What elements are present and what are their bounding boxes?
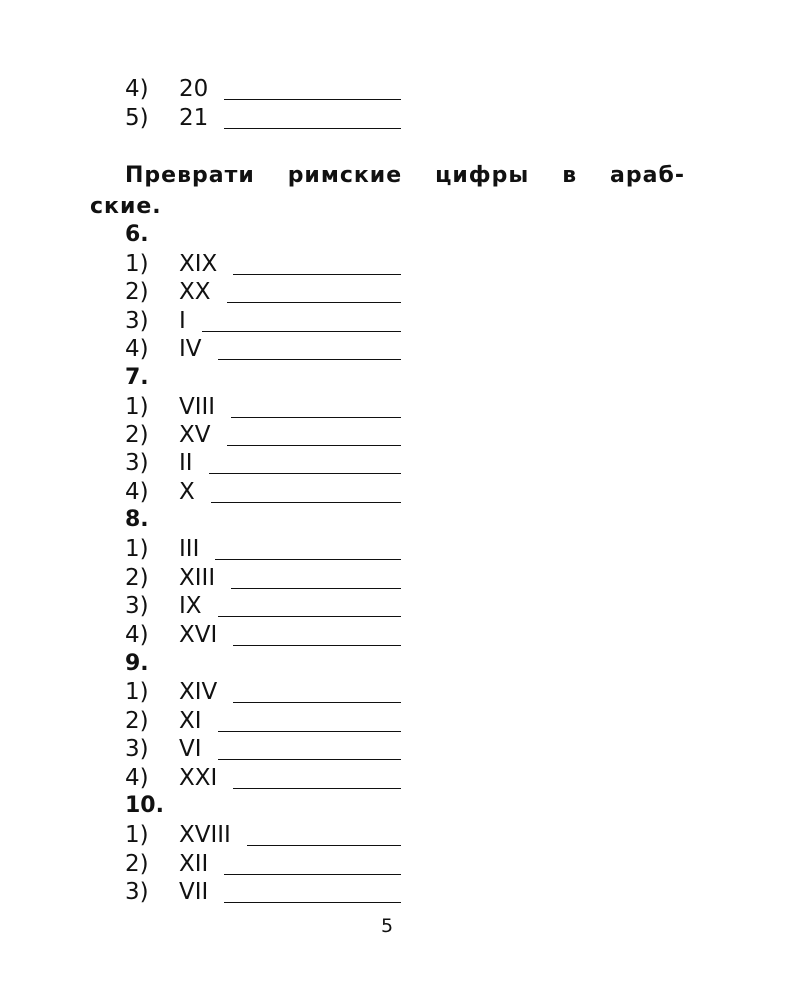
- roman-numeral: XI: [179, 708, 202, 734]
- list-item: [125, 449, 401, 477]
- answer-blank[interactable]: [215, 559, 401, 560]
- roman-numeral: XVI: [179, 622, 218, 648]
- item-number: 1): [125, 536, 149, 562]
- list-item: [125, 592, 401, 620]
- list-item: [125, 393, 401, 421]
- roman-numeral: II: [179, 450, 193, 476]
- exercise-number: 10.: [125, 793, 164, 818]
- exercise-number: 9.: [125, 651, 149, 676]
- list-item: [125, 104, 401, 132]
- instruction-text: [90, 160, 685, 222]
- roman-numeral: XX: [179, 279, 211, 305]
- answer-blank[interactable]: [218, 359, 401, 360]
- list-item: [125, 735, 401, 763]
- roman-numeral: XV: [179, 422, 211, 448]
- item-number: 3): [125, 450, 149, 476]
- roman-numeral: XIV: [179, 679, 218, 705]
- instruction-word: римские: [287, 163, 403, 188]
- answer-blank[interactable]: [233, 702, 401, 703]
- list-item: [125, 764, 401, 792]
- item-number: 2): [125, 708, 149, 734]
- item-number: 1): [125, 679, 149, 705]
- item-number: 1): [125, 251, 149, 277]
- item-number: 1): [125, 822, 149, 848]
- exercise-number: 8.: [125, 507, 149, 532]
- page-number: 5: [380, 915, 394, 937]
- list-item: [125, 421, 401, 449]
- answer-blank[interactable]: [224, 99, 401, 100]
- answer-blank[interactable]: [247, 845, 401, 846]
- item-number: 3): [125, 736, 149, 762]
- list-item: [125, 307, 401, 335]
- instruction-word: цифры: [435, 163, 530, 188]
- list-item: [125, 250, 401, 278]
- roman-numeral: XXI: [179, 765, 218, 791]
- answer-blank[interactable]: [218, 731, 401, 732]
- list-item: [125, 278, 401, 306]
- list-item: [125, 678, 401, 706]
- answer-blank[interactable]: [224, 902, 401, 903]
- roman-numeral: VII: [179, 879, 209, 905]
- item-number: 5): [125, 105, 149, 131]
- item-number: 4): [125, 336, 149, 362]
- answer-blank[interactable]: [202, 331, 401, 332]
- roman-numeral: XIII: [179, 565, 216, 591]
- item-value: 20: [179, 76, 209, 102]
- answer-blank[interactable]: [224, 874, 401, 875]
- item-number: 4): [125, 622, 149, 648]
- answer-blank[interactable]: [209, 473, 401, 474]
- list-item: [125, 478, 401, 506]
- roman-numeral: XII: [179, 851, 209, 877]
- list-item: [125, 850, 401, 878]
- item-number: 4): [125, 765, 149, 791]
- item-number: 3): [125, 879, 149, 905]
- answer-blank[interactable]: [224, 128, 401, 129]
- instruction-word: в: [562, 163, 578, 188]
- list-item: [125, 821, 401, 849]
- item-number: 2): [125, 851, 149, 877]
- roman-numeral: VIII: [179, 394, 216, 420]
- instruction-line-2: ские.: [90, 194, 162, 219]
- item-number: 3): [125, 593, 149, 619]
- answer-blank[interactable]: [218, 616, 401, 617]
- answer-blank[interactable]: [233, 645, 401, 646]
- instruction-line-1: [90, 160, 685, 191]
- answer-blank[interactable]: [211, 502, 401, 503]
- item-number: 4): [125, 479, 149, 505]
- roman-numeral: IV: [179, 336, 202, 362]
- roman-numeral: X: [179, 479, 195, 505]
- answer-blank[interactable]: [233, 274, 401, 275]
- roman-numeral: III: [179, 536, 200, 562]
- item-number: 2): [125, 279, 149, 305]
- roman-numeral: I: [179, 308, 186, 334]
- answer-blank[interactable]: [218, 759, 401, 760]
- exercise-number: 6.: [125, 222, 149, 247]
- roman-numeral: XVIII: [179, 822, 231, 848]
- item-number: 2): [125, 422, 149, 448]
- answer-blank[interactable]: [231, 588, 401, 589]
- instruction-word: араб-: [610, 163, 685, 188]
- list-item: [125, 878, 401, 906]
- list-item: [125, 707, 401, 735]
- answer-blank[interactable]: [227, 445, 402, 446]
- exercise-number: 7.: [125, 365, 149, 390]
- answer-blank[interactable]: [231, 417, 401, 418]
- answer-blank[interactable]: [227, 302, 401, 303]
- list-item: [125, 335, 401, 363]
- item-number: 3): [125, 308, 149, 334]
- roman-numeral: IX: [179, 593, 202, 619]
- item-number: 2): [125, 565, 149, 591]
- item-number: 4): [125, 76, 149, 102]
- list-item: [125, 564, 401, 592]
- answer-blank[interactable]: [233, 788, 401, 789]
- item-number: 1): [125, 394, 149, 420]
- instruction-word: Преврати: [125, 163, 255, 188]
- item-value: 21: [179, 105, 209, 131]
- list-item: [125, 75, 401, 103]
- list-item: [125, 535, 401, 563]
- roman-numeral: XIX: [179, 251, 218, 277]
- list-item: [125, 621, 401, 649]
- roman-numeral: VI: [179, 736, 202, 762]
